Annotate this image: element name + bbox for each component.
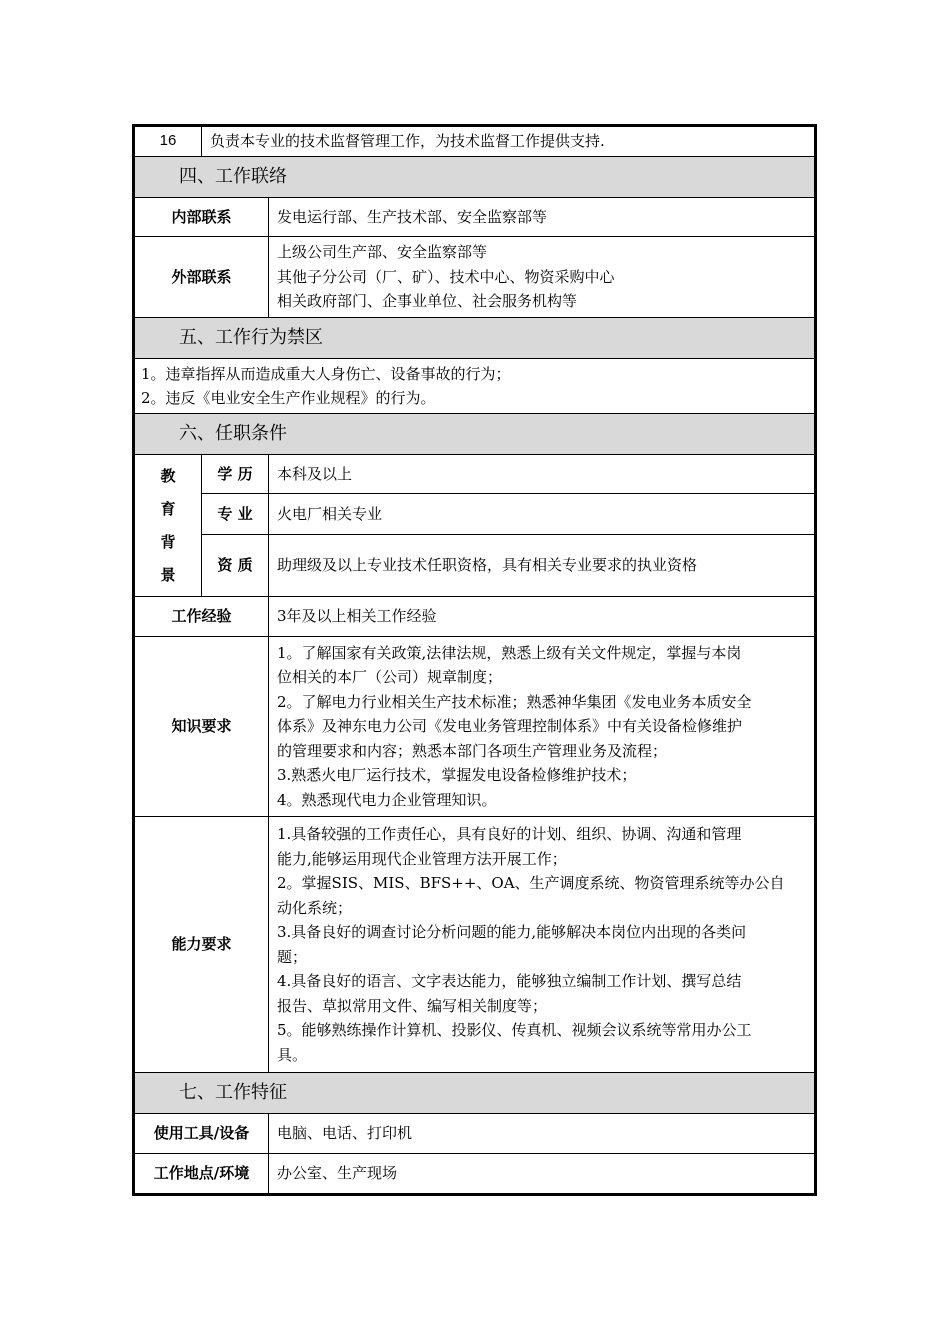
ability-label: 能力要求 [135, 817, 269, 1073]
major-value: 火电厂相关专业 [269, 494, 815, 535]
knowledge-line: 的管理要求和内容；熟悉本部门各项生产管理业务及流程； [277, 741, 668, 760]
education-background-label [135, 455, 202, 597]
ability-line: 4.具备良好的语言、文字表达能力，能够独立编制工作计划、撰写总结 [277, 972, 742, 990]
ability-line: 具。 [277, 1045, 308, 1064]
internal-contact-label: 内部联系 [135, 198, 269, 237]
external-contact-label: 外部联系 [135, 237, 269, 318]
qualification-value: 助理级及以上专业技术任职资格，具有相关专业要求的执业资格 [269, 535, 815, 597]
ability-line: 3.具备良好的调查讨论分析问题的能力,能够解决本岗位内出现的各类问 [277, 923, 747, 941]
experience-value: 3年及以上相关工作经验 [269, 597, 815, 637]
ability-line: 动化系统； [277, 898, 353, 917]
education-char: 背 [160, 532, 176, 551]
section-header-prohibited [135, 318, 815, 359]
experience-label: 工作经验 [135, 597, 269, 637]
knowledge-line: 体系》及神东电力公司《发电业务管理控制体系》中有关设备检修维护 [277, 717, 743, 736]
knowledge-line: 4。熟悉现代电力企业管理知识。 [277, 790, 497, 809]
knowledge-row [135, 637, 815, 817]
degree-label: 学 历 [202, 455, 269, 494]
external-contact-value [269, 237, 815, 318]
duty-row-16 [135, 127, 815, 157]
education-char: 育 [160, 499, 176, 518]
education-char: 景 [160, 565, 176, 584]
knowledge-label: 知识要求 [135, 637, 269, 817]
job-description-table [132, 124, 817, 1196]
place-value: 办公室、生产现场 [269, 1154, 815, 1194]
tools-label: 使用工具/设备 [135, 1114, 269, 1154]
knowledge-line: 2。了解电力行业相关生产技术标准；熟悉神华集团《发电业务本质安全 [277, 692, 752, 711]
place-row [135, 1154, 815, 1194]
duty-number: 16 [135, 127, 202, 157]
external-contact-line: 上级公司生产部、安全监察部等 [277, 243, 488, 262]
external-contact-row [135, 237, 815, 318]
degree-row [135, 455, 815, 494]
internal-contact-value: 发电运行部、生产技术部、安全监察部等 [269, 198, 815, 237]
internal-contact-row [135, 198, 815, 237]
experience-row [135, 597, 815, 637]
tools-row [135, 1114, 815, 1154]
prohibited-line: 2。违反《电业安全生产作业规程》的行为。 [141, 389, 436, 407]
external-contact-line: 其他子分公司（厂、矿）、技术中心、物资采购中心 [277, 267, 615, 286]
knowledge-line: 位相关的本厂（公司）规章制度； [277, 668, 503, 687]
degree-value: 本科及以上 [269, 455, 815, 494]
qualification-row [135, 535, 815, 597]
place-label: 工作地点/环境 [135, 1154, 269, 1194]
knowledge-line: 3.熟悉火电厂运行技术，掌握发电设备检修维护技术； [277, 766, 637, 785]
ability-value [269, 817, 815, 1073]
section-header-work-features [135, 1073, 815, 1114]
prohibited-line: 1。违章指挥从而造成重大人身伤亡、设备事故的行为； [141, 364, 511, 383]
ability-line: 报告、草拟常用文件、编写相关制度等； [277, 996, 548, 1015]
external-contact-line: 相关政府部门、企事业单位、社会服务机构等 [277, 292, 578, 311]
education-char: 教 [160, 466, 176, 485]
major-label: 专 业 [202, 494, 269, 535]
section-header-contacts [135, 157, 815, 198]
ability-row [135, 817, 815, 1073]
ability-line: 2。掌握SIS、MIS、BFS++、OA、生产调度系统、物资管理系统等办公自 [277, 874, 785, 892]
section-title: 四、工作联络 [135, 157, 815, 198]
ability-line: 能力,能够运用现代企业管理方法开展工作； [277, 849, 567, 868]
tools-value: 电脑、电话、打印机 [269, 1114, 815, 1154]
knowledge-value [269, 637, 815, 817]
qualification-label: 资 质 [202, 535, 269, 597]
section-title: 七、工作特征 [135, 1073, 815, 1114]
knowledge-line: 1。了解国家有关政策,法律法规，熟悉上级有关文件规定，掌握与本岗 [277, 643, 742, 662]
ability-line: 5。能够熟练操作计算机、投影仪、传真机、视频会议系统等常用办公工 [277, 1021, 752, 1039]
duty-text: 负责本专业的技术监督管理工作，为技术监督工作提供支持. [202, 127, 815, 157]
section-title: 六、任职条件 [135, 414, 815, 455]
prohibited-content [135, 359, 815, 414]
ability-line: 题； [277, 947, 308, 966]
prohibited-row [135, 359, 815, 414]
section-title: 五、工作行为禁区 [135, 318, 815, 359]
major-row [135, 494, 815, 535]
ability-line: 1.具备较强的工作责任心，具有良好的计划、组织、协调、沟通和管理 [277, 825, 742, 843]
section-header-qualifications [135, 414, 815, 455]
